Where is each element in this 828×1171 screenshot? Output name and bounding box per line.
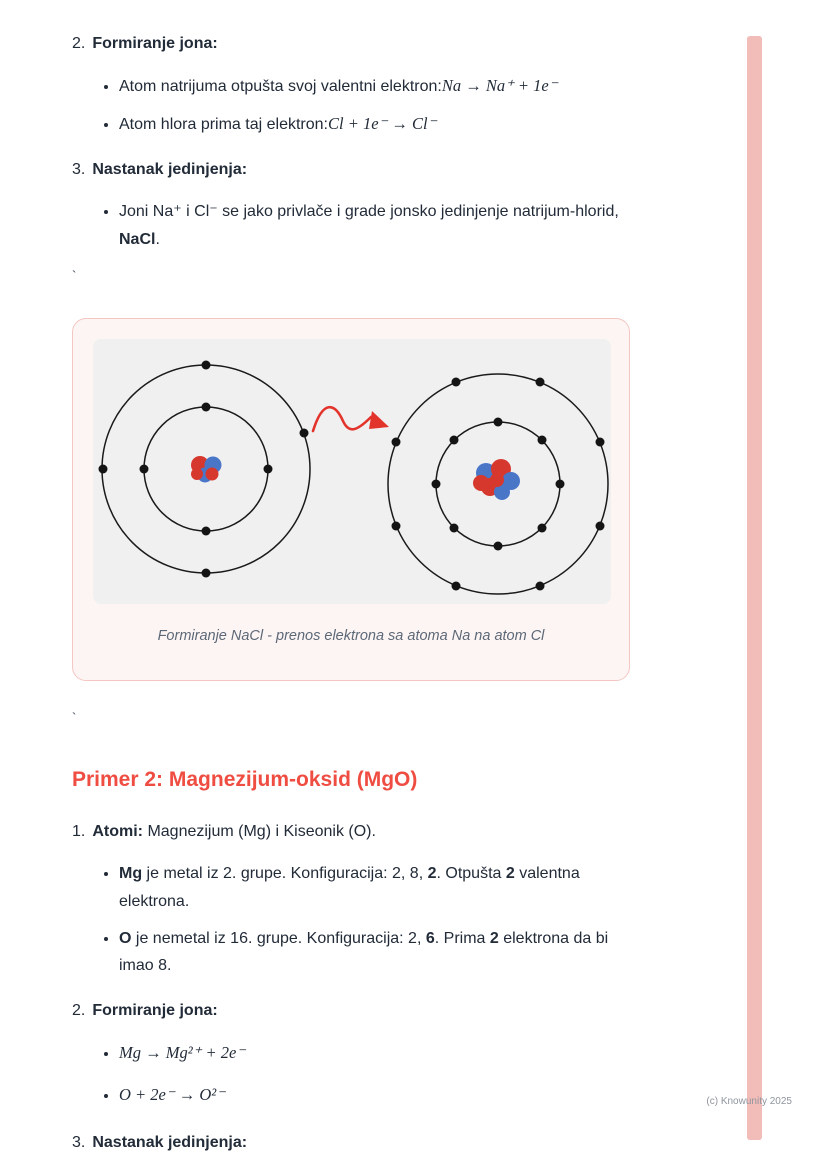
math-cl-reaction: Cl + 1e⁻ → Cl⁻ bbox=[327, 114, 437, 134]
electron-transfer-arrow bbox=[313, 407, 389, 431]
stray-backtick: ` bbox=[72, 267, 77, 283]
bullet-list-mgo-atoms bbox=[72, 860, 632, 979]
section-heading-primer2: Primer 2: Magnezijum-oksid (MgO) bbox=[72, 768, 418, 792]
na-atom bbox=[99, 360, 311, 577]
knowunity-watermark: (c) Knowunity 2025 bbox=[706, 1096, 792, 1107]
item-number: 1. bbox=[72, 823, 86, 841]
item-number: 3. bbox=[72, 161, 86, 179]
numbered-item-mgo-formiranje-jona bbox=[72, 999, 632, 1023]
item-number: 3. bbox=[72, 1134, 86, 1152]
math-na-reaction: Na → Na⁺ + 1e⁻ bbox=[441, 76, 558, 95]
cl-atom bbox=[388, 374, 608, 594]
bullet-hlor bbox=[119, 110, 632, 138]
numbered-item-formiranje-jona bbox=[72, 32, 632, 56]
bohr-diagram-svg bbox=[93, 339, 611, 604]
bullet-o-reaction bbox=[119, 1081, 632, 1109]
numbered-item-nastanak-jedinjenja bbox=[72, 158, 632, 182]
bullet-mg-reaction bbox=[119, 1039, 632, 1067]
math-mg-reaction: Mg → Mg²⁺ + 2e⁻ bbox=[119, 1043, 246, 1063]
departing-electron bbox=[300, 428, 309, 437]
item-title: Formiranje jona: bbox=[92, 1002, 218, 1020]
bullet-mg: • Mg je metal iz 2. grupe. Konfiguracija: 2, 8, 2. Otpušta 2 valentna elektrona. bbox=[119, 860, 632, 914]
bullet-natrijum bbox=[119, 72, 632, 100]
bullet-joni: • Joni Na⁺ i Cl⁻ se jako privlače i grade jonsko jedinjenje natrijum-hlorid, NaCl. bbox=[119, 198, 632, 252]
numbered-item-mgo-nastanak bbox=[72, 1131, 632, 1155]
bullet-list-nacl-ions bbox=[72, 72, 632, 138]
bullet-text: Atom natrijuma otpušta svoj valentni elektron: bbox=[119, 78, 442, 95]
cl-nucleus bbox=[473, 459, 520, 500]
item-title: Nastanak jedinjenja: bbox=[92, 1134, 248, 1152]
bullet-o: • O je nemetal iz 16. grupe. Konfiguracija: 2, 6. Prima 2 elektrona da bi imao 8. bbox=[119, 925, 632, 979]
figure-caption: Formiranje NaCl - prenos elektrona sa atoma Na na atom Cl bbox=[157, 627, 545, 644]
item-number: 2. bbox=[72, 1002, 86, 1020]
bullet-list-mgo-ions bbox=[72, 1039, 632, 1109]
na-nucleus bbox=[191, 456, 222, 483]
item-title: Formiranje jona: bbox=[92, 35, 218, 52]
bullet-list-nacl-result bbox=[72, 198, 632, 252]
math-o-reaction: O + 2e⁻ → O²⁻ bbox=[119, 1085, 225, 1105]
right-pink-strip bbox=[747, 36, 762, 1140]
item-number: 2. bbox=[72, 35, 86, 52]
item-title: Nastanak jedinjenja: bbox=[92, 161, 248, 179]
nacl-figure-card bbox=[72, 318, 630, 681]
numbered-item-atomi bbox=[72, 820, 632, 844]
stray-backtick: ` bbox=[72, 710, 77, 726]
document-content bbox=[72, 32, 632, 1155]
bullet-text: Atom hlora prima taj elektron: bbox=[119, 116, 328, 134]
bohr-diagram-panel bbox=[93, 339, 611, 604]
item-title: Atomi: Magnezijum (Mg) i Kiseonik (O). bbox=[92, 823, 376, 841]
